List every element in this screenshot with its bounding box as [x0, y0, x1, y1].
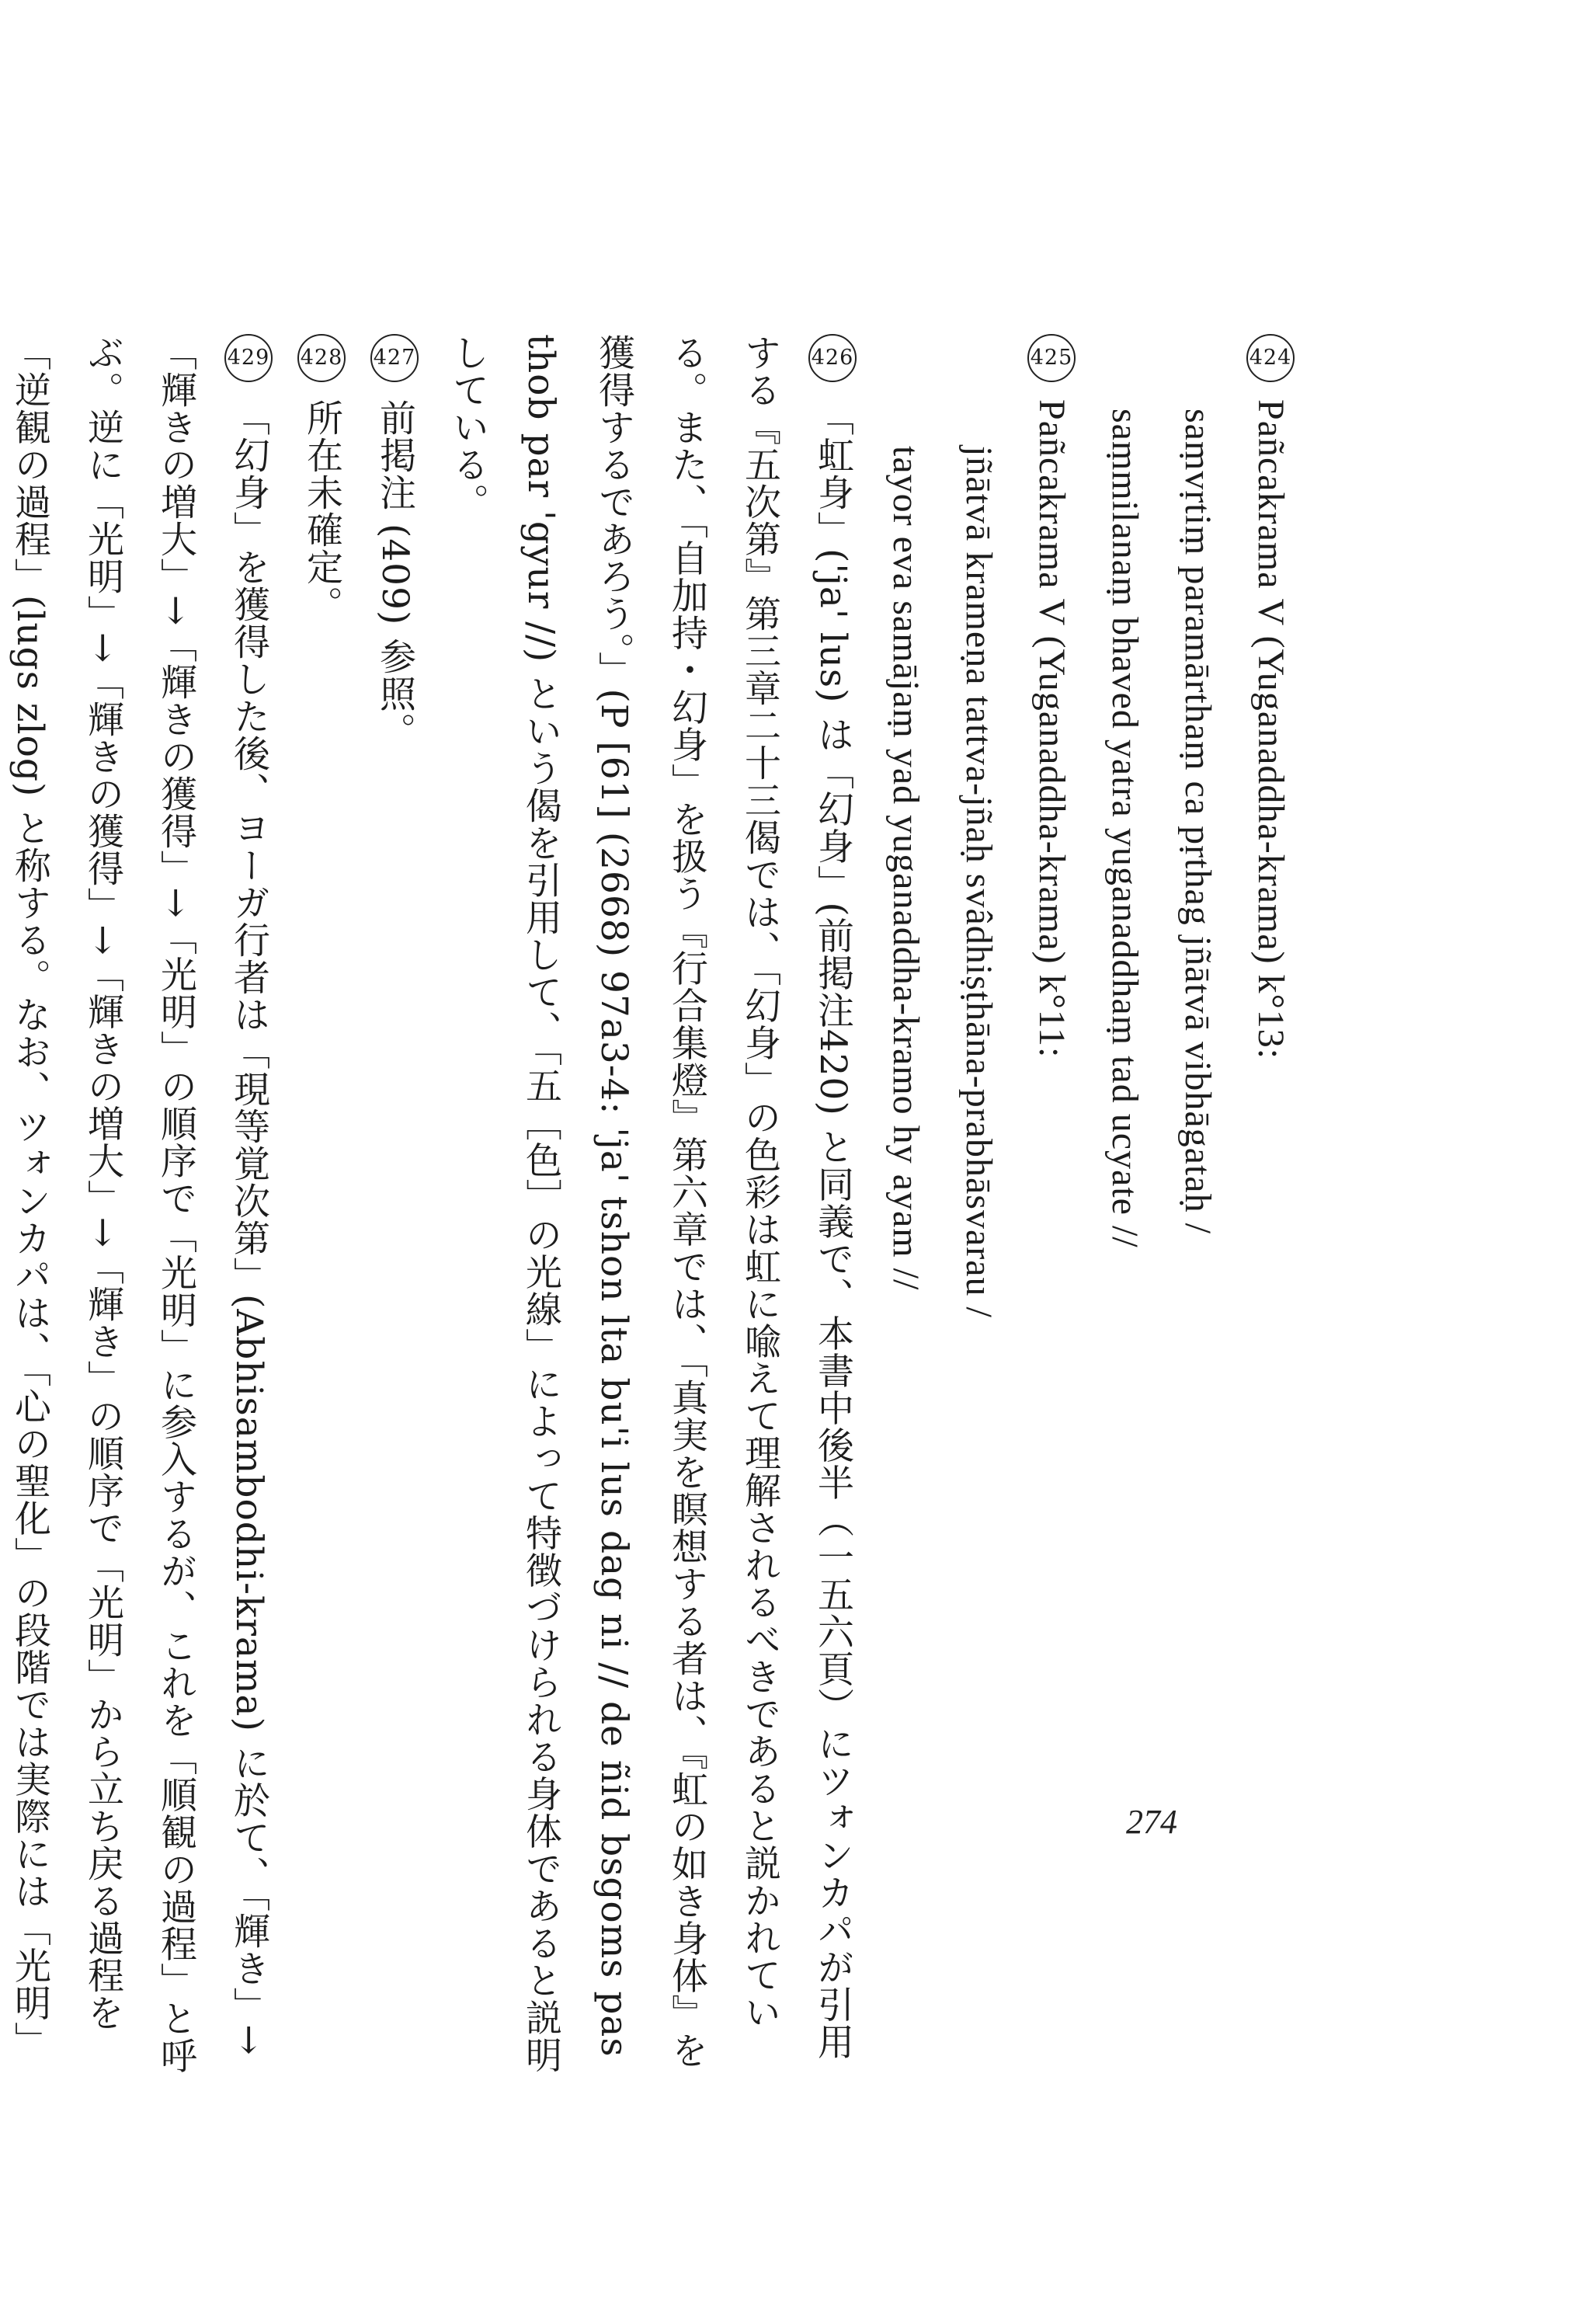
footnote-text: 所在未確定。	[301, 399, 343, 623]
footnote-number: 426	[808, 334, 857, 382]
verse-text: saṃvṛtiṃ paramārthaṃ ca pṛthag jñātvā vibhāgataḥ /	[1177, 409, 1218, 1234]
page-number: 274	[1126, 1803, 1177, 1841]
footnote-text: 「幻身」を獲得した後、ヨーガ行者は「現等覚次第」(Abhisambodhi-krama) に於て、「輝き」→「輝きの増大」→「輝きの獲得」→「光明」の順序で「光明」に参入するが、これを「順観の過程」と呼ぶ。逆に「光明」→「輝きの獲得」→「輝きの増大」→「輝き」の順序で「光明」から立ち戻る過程を「逆観の過程」(lugs zlog) と称する。なお、ツォンカパは、「心の聖化」の段階では実際には「光明」	[9, 334, 270, 2075]
footnote-427	[358, 334, 431, 2089]
footnote-text: 前掲注 (409) 参照。	[374, 399, 416, 750]
verse-text: jñātvā krameṇa tattva-jñaḥ svâdhiṣṭhāna-prabhāsvarau /	[958, 446, 999, 1318]
verse-line	[942, 334, 1015, 2089]
footnote-number: 425	[1027, 334, 1076, 382]
verse-line	[869, 334, 942, 2089]
footnote-text: Pañcakrama V (Yuganaddha-krama) k°11:	[1031, 399, 1072, 1059]
footnote-426	[431, 334, 869, 2089]
verse-text: tayor eva samājaṃ yad yuganaddha-kramo hy ayam //	[885, 446, 926, 1291]
footnote-428	[285, 334, 358, 2089]
footnote-number: 424	[1246, 334, 1295, 382]
footnote-number: 429	[224, 334, 273, 382]
footnote-text: 「虹身」('ja' lus) は「幻身」(前掲注420) と同義で、本書中後半（一五六頁）にツォンカパが引用する『五次第』第三章二十三偈では、「幻身」の色彩は虹に喩えて理解されるべきであると説かれている。また、「自加持・幻身」を扱う『行合集燈』第六章では、「真実を瞑想する者は、『虹の如き身体』を獲得するであろう。」(P [61] (2668) 97a3-4: 'ja' tshon lta bu'i lus dag ni // de ñid bsgoms pas thob par 'gyur //) という偈を引用して、「五［色］の光線」によって特徴づけられる身体であると説明している。	[447, 334, 854, 2074]
footnote-424	[1234, 334, 1307, 2089]
footnote-425	[1015, 334, 1088, 2089]
verse-text: saṃmilanaṃ bhaved yatra yuganaddhaṃ tad ucyate //	[1104, 409, 1145, 1248]
footnote-number: 428	[297, 334, 346, 382]
footnotes-column	[0, 334, 1307, 2089]
footnote-number: 427	[370, 334, 419, 382]
footnote-text: Pañcakrama V (Yuganaddha-krama) k°13:	[1250, 399, 1291, 1060]
footnote-429	[0, 334, 285, 2089]
